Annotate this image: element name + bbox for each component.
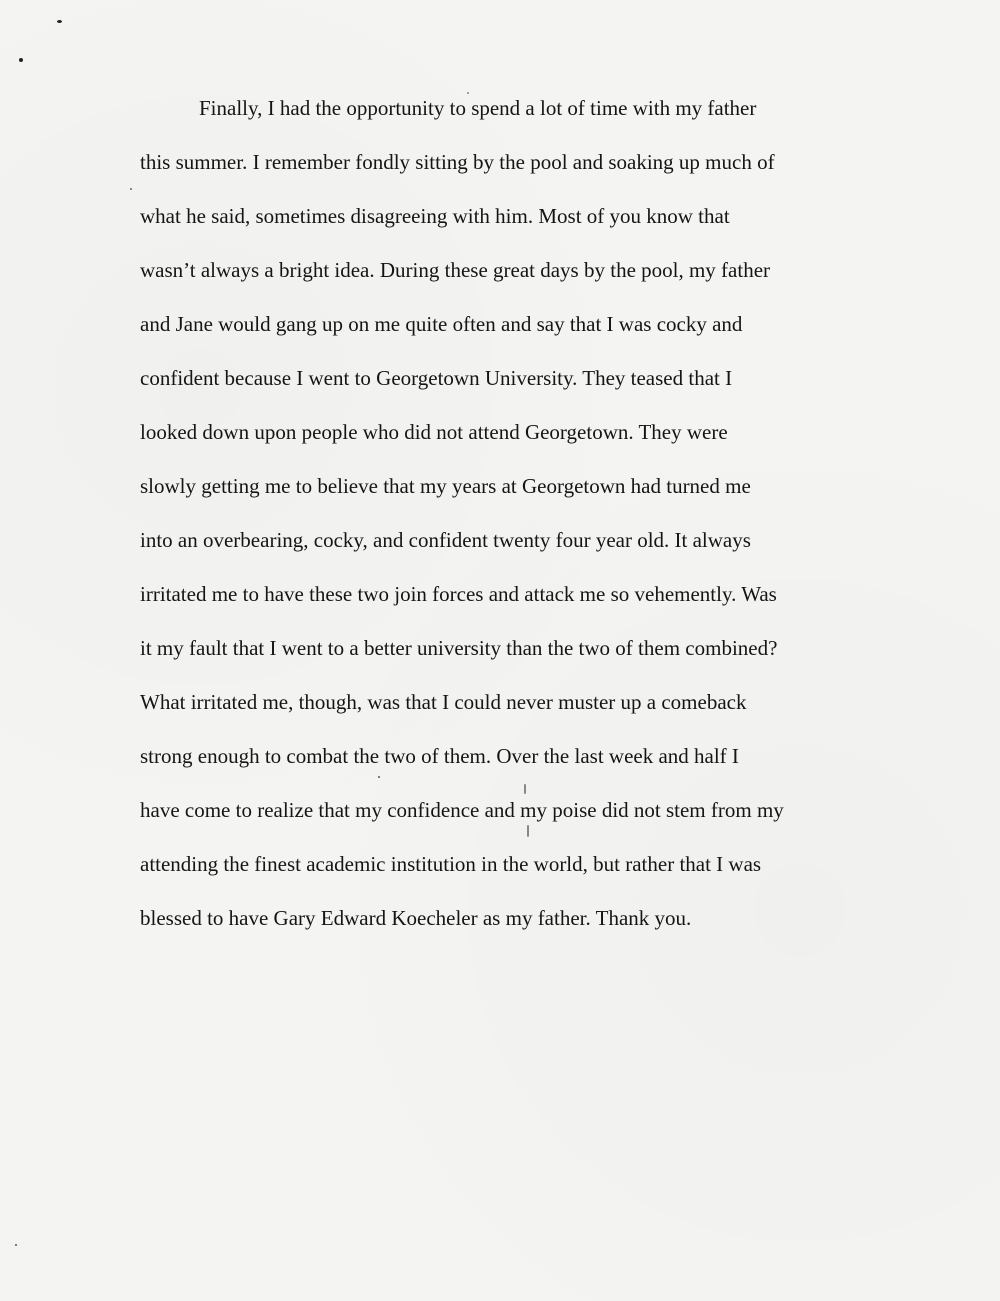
text-line: have come to realize that my confidence and my poise did not stem from my: [140, 798, 784, 822]
text-line: it my fault that I went to a better university than the two of them combined?: [140, 636, 778, 660]
body-paragraph: [140, 81, 870, 945]
text-line: wasn’t always a bright idea. During these great days by the pool, my father: [140, 258, 771, 282]
text-line: attending the finest academic institution in the world, but rather that I was: [140, 852, 762, 876]
text-line: looked down upon people who did not attend Georgetown. They were: [140, 420, 728, 444]
scan-speck: [15, 1244, 17, 1246]
text-line: and Jane would gang up on me quite often and say that I was cocky and: [140, 312, 743, 336]
scan-speck: [130, 188, 132, 190]
text-line: what he said, sometimes disagreeing with him. Most of you know that: [140, 204, 730, 228]
text-line: irritated me to have these two join forces and attack me so vehemently. Was: [140, 582, 777, 606]
text-line: this summer. I remember fondly sitting by the pool and soaking up much of: [140, 150, 775, 174]
text-line: into an overbearing, cocky, and confident twenty four year old. It always: [140, 528, 751, 552]
text-line: blessed to have Gary Edward Koecheler as my father. Thank you.: [140, 906, 692, 930]
text-line: Finally, I had the opportunity to spend a lot of time with my father: [199, 96, 757, 120]
text-line: confident because I went to Georgetown University. They teased that I: [140, 366, 733, 390]
text-line: What irritated me, though, was that I could never muster up a comeback: [140, 690, 747, 714]
text-line: slowly getting me to believe that my years at Georgetown had turned me: [140, 474, 751, 498]
scan-speck: [57, 20, 62, 23]
scan-speck: [19, 58, 23, 62]
text-line: strong enough to combat the two of them. Over the last week and half I: [140, 744, 739, 768]
